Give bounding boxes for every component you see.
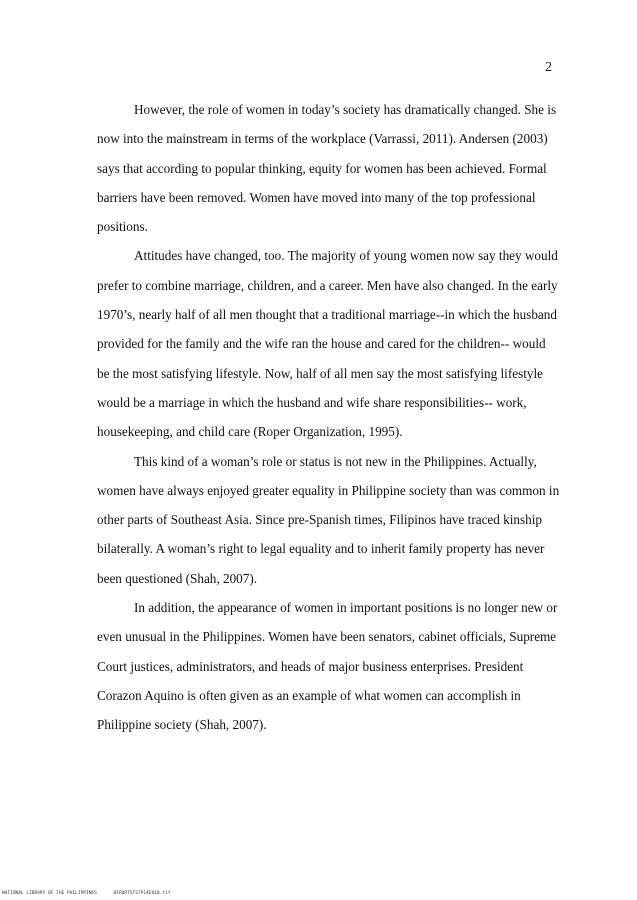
paragraph-1: However, the role of women in today’s society has dramatically changed. She is now into the mainstream in terms of the workplace (Varrassi, 2011). Andersen (2003) says that according to popular thinking, equity for women has been achieved. Formal barriers have been removed. Women have moved into many of the top professional positions. [97, 102, 557, 235]
footer-library-name: NATIONAL LIBRARY OF THE PHILIPPINES [2, 891, 97, 896]
paragraph-3: This kind of a woman’s role or status is not new in the Philippines. Actually, women have always enjoyed greater equality in Philippine society than was common in other parts of Southeast Asia. Since pre-Spanish times, Filipinos have traced kinship bilaterally. A woman’s right to legal equality and to inherit family property has never been questioned (Shah, 2007). [97, 453, 560, 586]
paragraph-4: In addition, the appearance of women in important positions is no longer new or even unusual in the Philippines. Women have been senators, cabinet officials, Supreme Court justices, administrators, and heads of major business enterprises. President Corazon Aquino is often given as an example of what women can accomplish in Philippine society (Shah, 2007). [97, 600, 558, 733]
body-text [97, 95, 560, 740]
footer-file-id: B1PORTSTS7P14E010.tif [113, 891, 171, 896]
scan-footer [2, 891, 170, 896]
paragraph-2: Attitudes have changed, too. The majority of young women now say they would prefer to combine marriage, children, and a career. Men have also changed. In the early 1970’s, nearly half of all men thought that a traditional marriage--in which the husband provided for the family and the wife ran the house and cared for the children-- would be the most satisfying lifestyle. Now, half of all men say the most satisfying lifestyle would be a marriage in which the husband and wife share responsibilities-- work, housekeeping, and child care (Roper Organization, 1995). [97, 248, 558, 440]
page-number: 2 [545, 60, 552, 75]
